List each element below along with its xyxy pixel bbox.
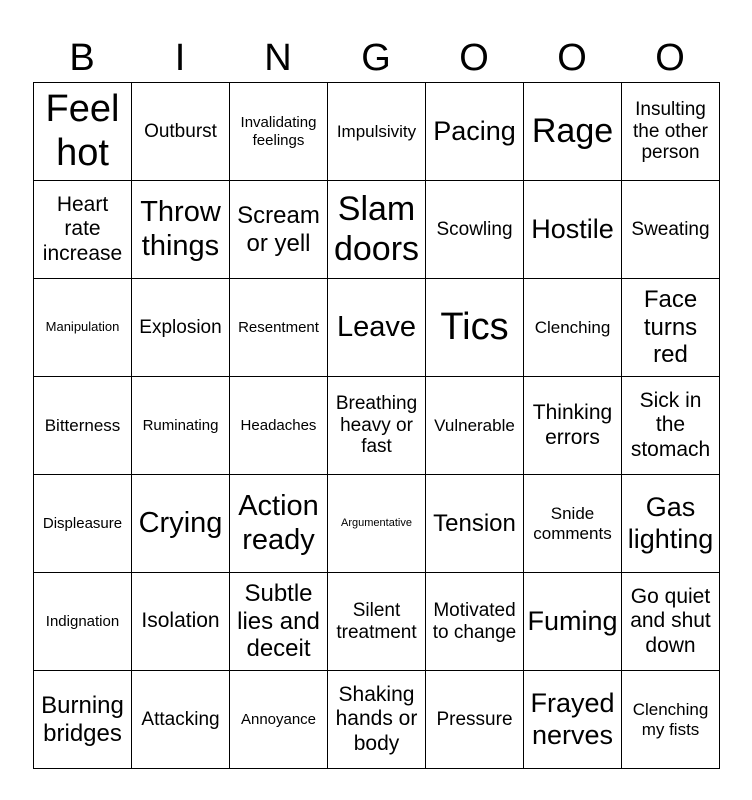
board-row — [34, 475, 720, 573]
bingo-cell[interactable]: Vulnerable — [426, 377, 524, 475]
board-row — [34, 83, 720, 181]
bingo-cell[interactable]: Manipulation — [34, 279, 132, 377]
bingo-cell[interactable]: Scowling — [426, 181, 524, 279]
bingo-cell[interactable]: Argumentative — [328, 475, 426, 573]
bingo-header — [33, 34, 719, 82]
bingo-cell[interactable]: Rage — [524, 83, 622, 181]
bingo-cell[interactable]: Ruminating — [132, 377, 230, 475]
bingo-cell[interactable]: Subtle lies and deceit — [230, 573, 328, 671]
board-row — [34, 181, 720, 279]
header-letter-n: N — [264, 37, 292, 79]
bingo-cell[interactable]: Slam doors — [328, 181, 426, 279]
board-row — [34, 671, 720, 769]
bingo-cell[interactable]: Face turns red — [622, 279, 720, 377]
bingo-cell[interactable]: Crying — [132, 475, 230, 573]
bingo-cell[interactable]: Snide comments — [524, 475, 622, 573]
bingo-cell[interactable]: Tics — [426, 279, 524, 377]
bingo-cell[interactable]: Outburst — [132, 83, 230, 181]
board-row — [34, 377, 720, 475]
bingo-cell[interactable]: Scream or yell — [230, 181, 328, 279]
bingo-cell[interactable]: Silent treatment — [328, 573, 426, 671]
bingo-board — [33, 82, 720, 769]
bingo-cell[interactable]: Insulting the other person — [622, 83, 720, 181]
bingo-cell[interactable]: Feel hot — [34, 83, 132, 181]
bingo-cell[interactable]: Action ready — [230, 475, 328, 573]
bingo-cell[interactable]: Indignation — [34, 573, 132, 671]
board-row — [34, 279, 720, 377]
header-letter-o-2: O — [557, 37, 587, 79]
bingo-cell[interactable]: Isolation — [132, 573, 230, 671]
bingo-cell[interactable]: Go quiet and shut down — [622, 573, 720, 671]
bingo-cell[interactable]: Burning bridges — [34, 671, 132, 769]
bingo-cell[interactable]: Sweating — [622, 181, 720, 279]
bingo-cell[interactable]: Breathing heavy or fast — [328, 377, 426, 475]
header-letter-b: B — [69, 37, 95, 79]
board-row — [34, 573, 720, 671]
header-letter-o-3: O — [655, 37, 685, 79]
bingo-cell[interactable]: Explosion — [132, 279, 230, 377]
bingo-cell[interactable]: Impulsivity — [328, 83, 426, 181]
bingo-cell[interactable]: Clenching my fists — [622, 671, 720, 769]
bingo-cell[interactable]: Heart rate increase — [34, 181, 132, 279]
bingo-cell[interactable]: Shaking hands or body — [328, 671, 426, 769]
bingo-cell[interactable]: Frayed nerves — [524, 671, 622, 769]
header-letter-g: G — [361, 37, 391, 79]
bingo-cell[interactable]: Gas lighting — [622, 475, 720, 573]
bingo-cell[interactable]: Attacking — [132, 671, 230, 769]
bingo-cell[interactable]: Tension — [426, 475, 524, 573]
bingo-cell[interactable]: Displeasure — [34, 475, 132, 573]
bingo-cell[interactable]: Leave — [328, 279, 426, 377]
bingo-cell[interactable]: Thinking errors — [524, 377, 622, 475]
bingo-cell[interactable]: Invalidating feelings — [230, 83, 328, 181]
bingo-cell[interactable]: Pressure — [426, 671, 524, 769]
header-letter-o: O — [459, 37, 489, 79]
header-letter-i: I — [174, 37, 186, 79]
bingo-cell[interactable]: Resentment — [230, 279, 328, 377]
bingo-cell[interactable]: Pacing — [426, 83, 524, 181]
bingo-cell[interactable]: Headaches — [230, 377, 328, 475]
bingo-cell[interactable]: Motivated to change — [426, 573, 524, 671]
bingo-cell[interactable]: Annoyance — [230, 671, 328, 769]
bingo-cell[interactable]: Bitterness — [34, 377, 132, 475]
bingo-cell[interactable]: Fuming — [524, 573, 622, 671]
bingo-cell[interactable]: Sick in the stomach — [622, 377, 720, 475]
bingo-cell[interactable]: Hostile — [524, 181, 622, 279]
bingo-cell[interactable]: Clenching — [524, 279, 622, 377]
bingo-cell[interactable]: Throw things — [132, 181, 230, 279]
